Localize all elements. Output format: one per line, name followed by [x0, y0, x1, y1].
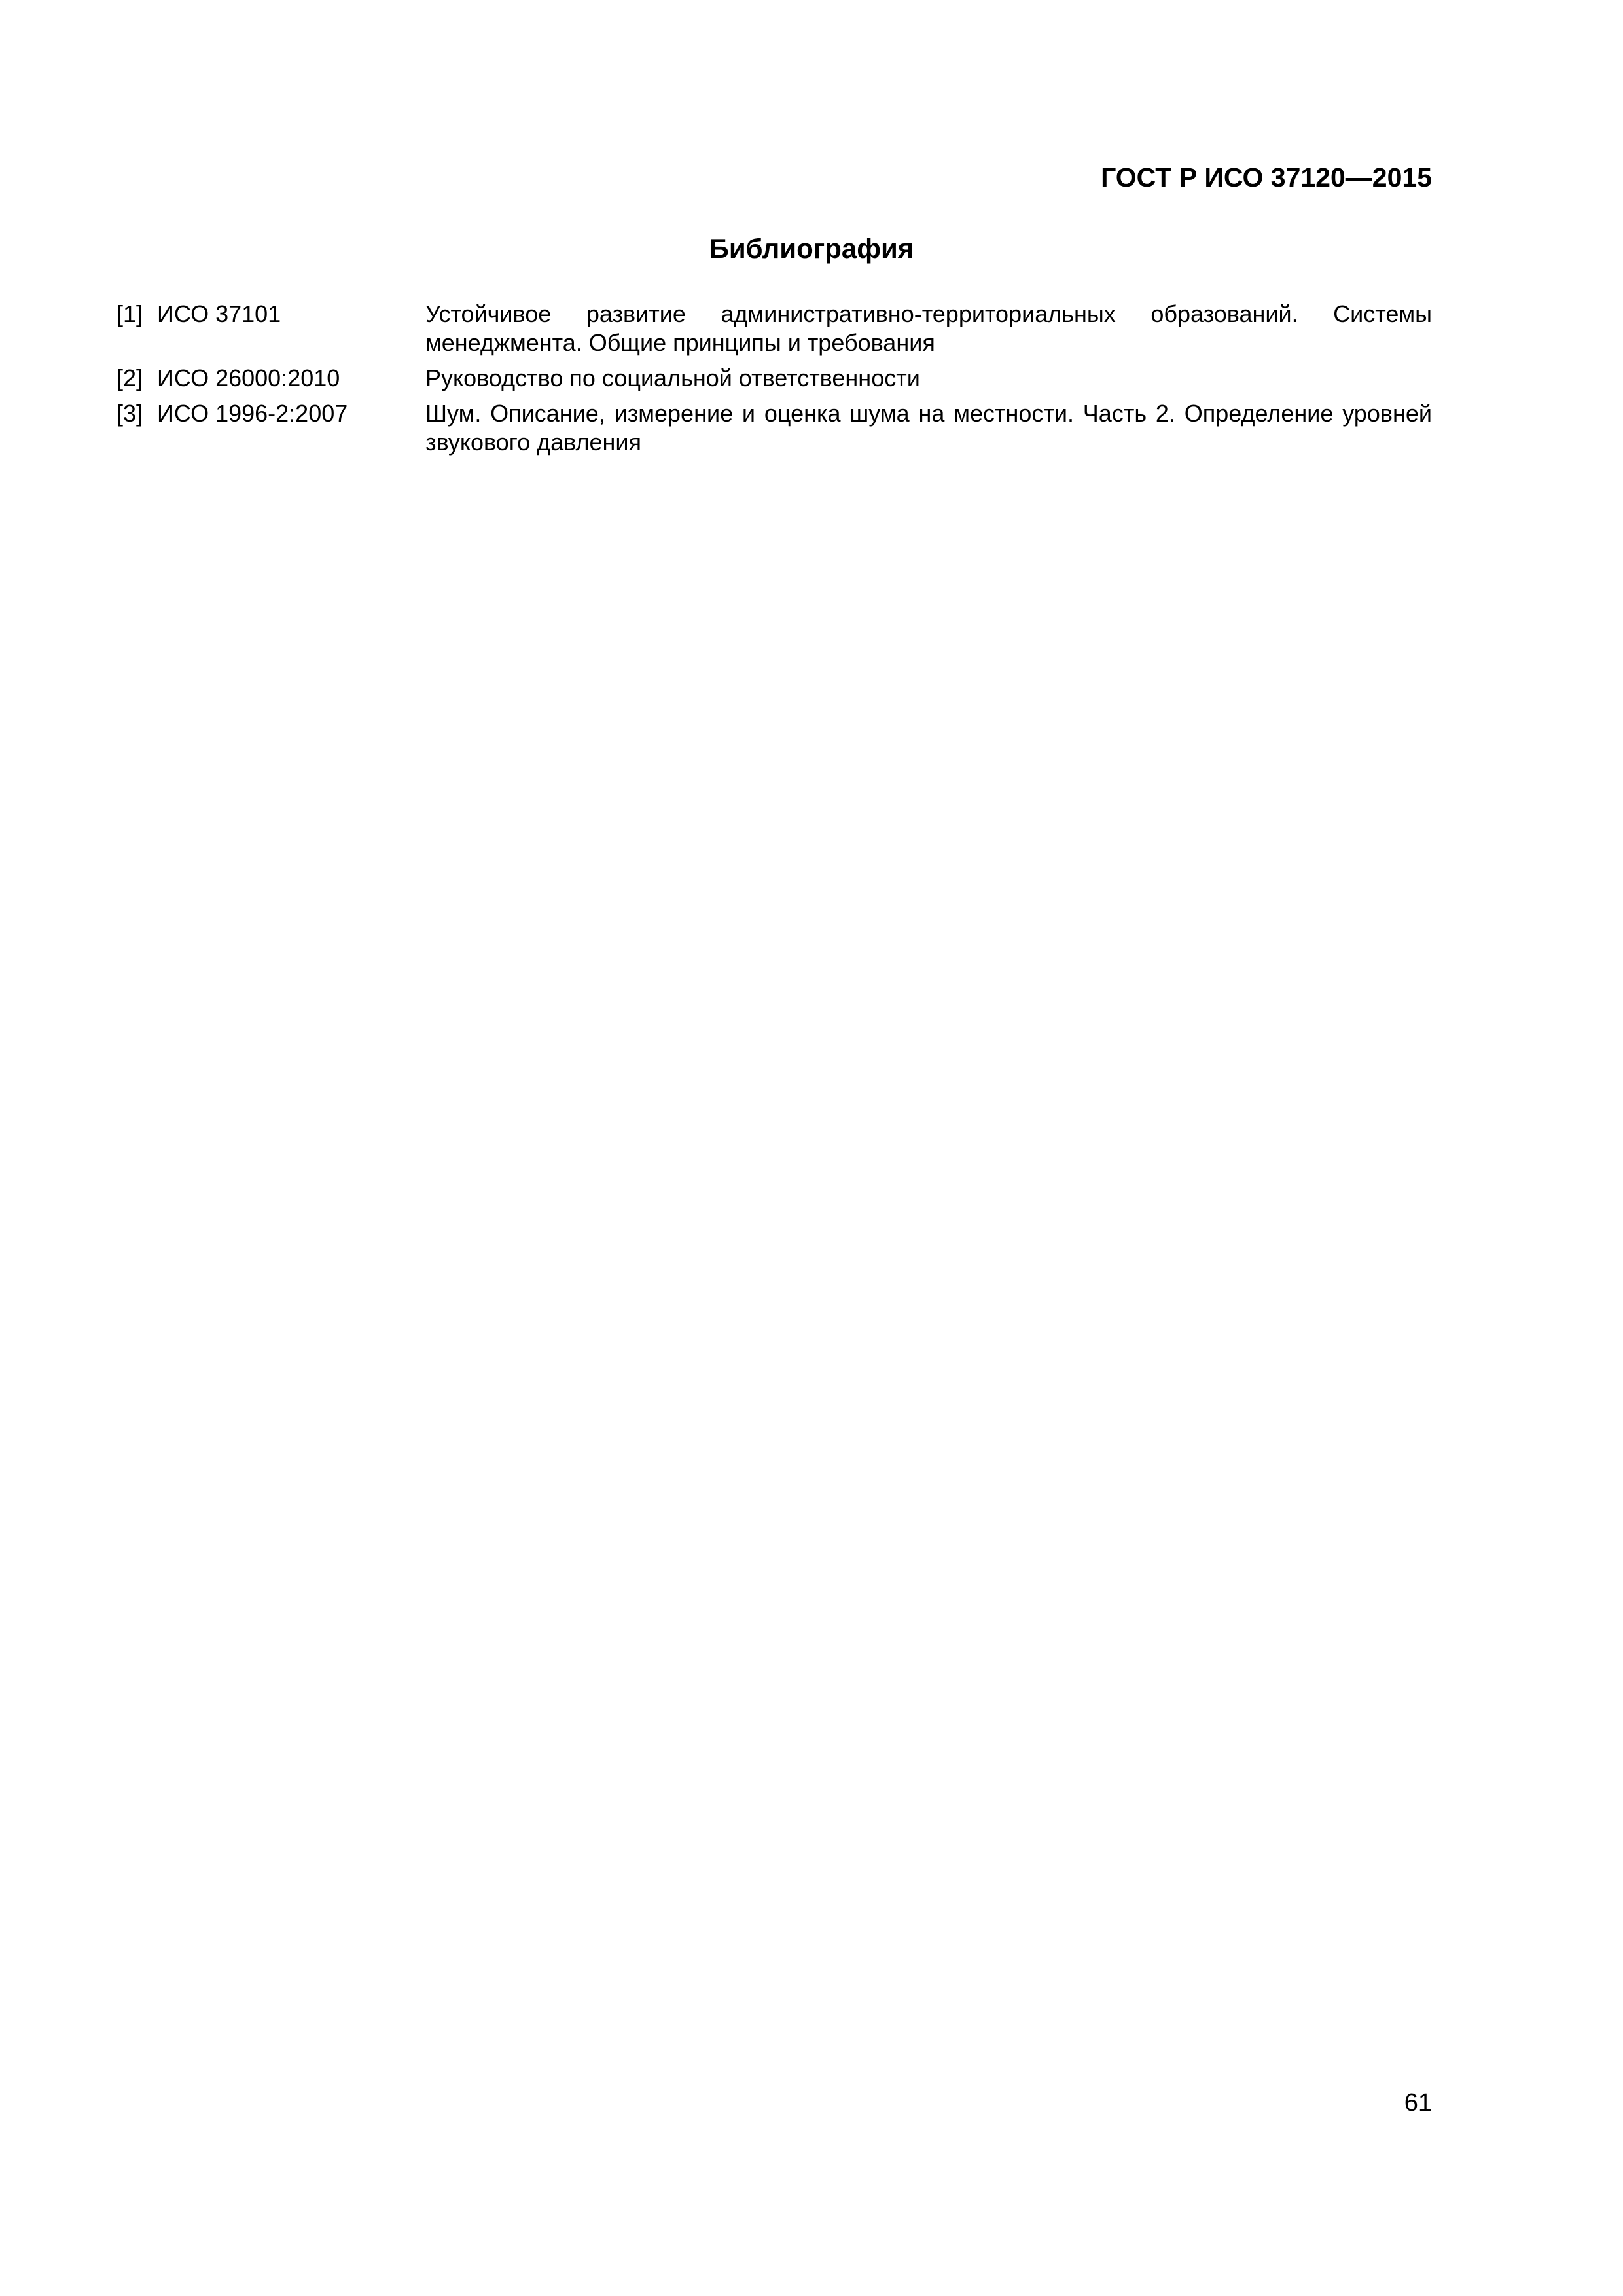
- entry-standard-code: ИСО 37101: [157, 300, 281, 327]
- bibliography-list: [116, 300, 1432, 463]
- bibliography-entry: [116, 300, 1432, 357]
- bibliography-entry: [116, 399, 1432, 457]
- entry-number: [3]: [116, 400, 143, 427]
- entry-number: [1]: [116, 300, 143, 327]
- section-title: Библиография: [709, 233, 914, 264]
- entry-standard-code: ИСО 26000:2010: [157, 365, 340, 391]
- entry-number: [2]: [116, 365, 143, 391]
- document-code: ГОСТ Р ИСО 37120—2015: [1101, 162, 1432, 192]
- bibliography-entry: [116, 364, 1432, 393]
- entry-title: Руководство по социальной ответственности: [425, 365, 920, 391]
- entry-title: Шум. Описание, измерение и оценка шума на местности. Часть 2. Определение уровней звукового давления: [425, 400, 1432, 456]
- page-number: 61: [1404, 2089, 1432, 2117]
- entry-title: Устойчивое развитие административно-территориальных образований. Системы менеджмента. Общие принципы и требования: [425, 300, 1432, 356]
- entry-standard-code: ИСО 1996-2:2007: [157, 400, 348, 427]
